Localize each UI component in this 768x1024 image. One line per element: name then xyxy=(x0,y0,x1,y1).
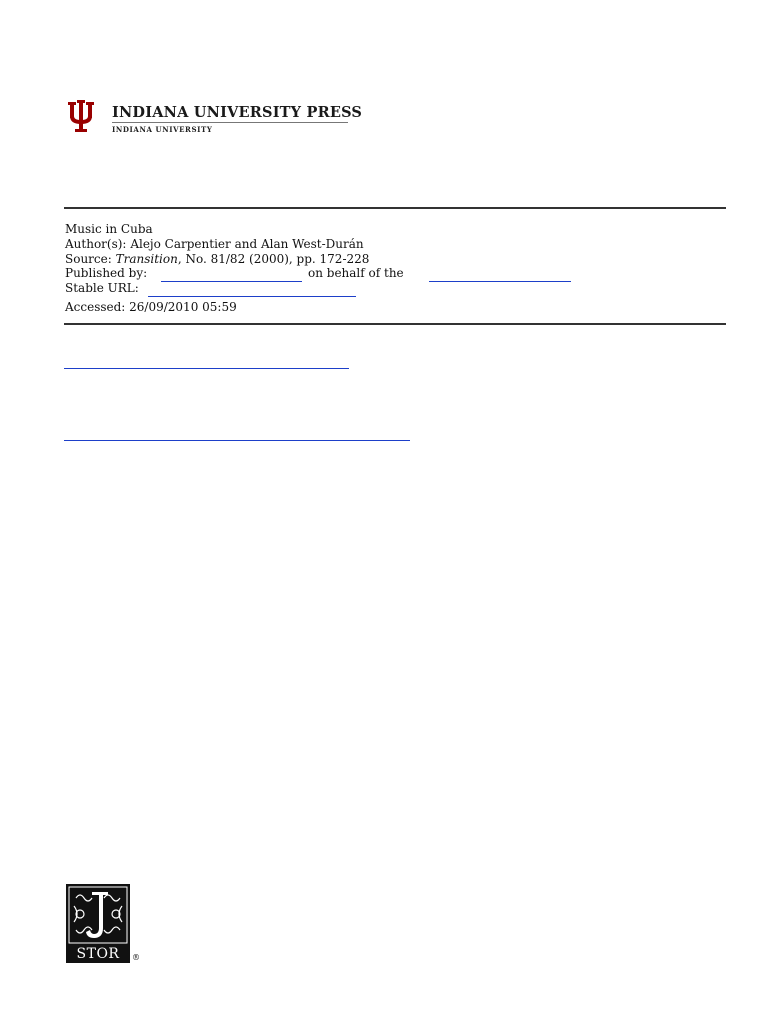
jstor-j-icon xyxy=(66,884,130,946)
organization-link[interactable] xyxy=(429,281,571,282)
contact-link[interactable] xyxy=(64,440,410,441)
publisher-name: INDIANA UNIVERSITY PRESS xyxy=(112,104,363,121)
publisher-logo xyxy=(66,100,366,140)
on-behalf-text: on behalf of the xyxy=(308,266,404,280)
top-divider xyxy=(64,207,726,209)
published-line xyxy=(65,266,147,281)
stable-url-label: Stable URL: xyxy=(65,281,139,295)
jstor-ornament xyxy=(66,884,130,946)
publisher-link[interactable] xyxy=(161,281,302,282)
source-label: Source: xyxy=(65,252,112,266)
authors-label: Author(s): xyxy=(65,237,127,251)
iu-trident-icon xyxy=(66,100,96,134)
source-details: , No. 81/82 (2000), pp. 172-228 xyxy=(177,252,370,266)
publisher-subtitle: INDIANA UNIVERSITY xyxy=(112,125,213,134)
source-line xyxy=(65,252,369,267)
article-title: Music in Cuba xyxy=(65,222,153,236)
accessed-date: Accessed: 26/09/2010 05:59 xyxy=(65,300,237,314)
bottom-divider xyxy=(64,323,726,325)
stable-url-link[interactable] xyxy=(148,296,356,297)
terms-link[interactable] xyxy=(64,368,349,369)
journal-name: Transition xyxy=(115,252,178,266)
authors-value: Alejo Carpentier and Alan West-Durán xyxy=(130,237,364,251)
jstor-logo xyxy=(66,884,140,964)
registered-mark: ® xyxy=(132,953,140,962)
jstor-wordmark: STOR xyxy=(66,945,130,963)
stable-url-line xyxy=(65,281,139,296)
logo-divider xyxy=(112,122,348,123)
published-label: Published by: xyxy=(65,266,148,280)
authors-line xyxy=(65,237,364,252)
